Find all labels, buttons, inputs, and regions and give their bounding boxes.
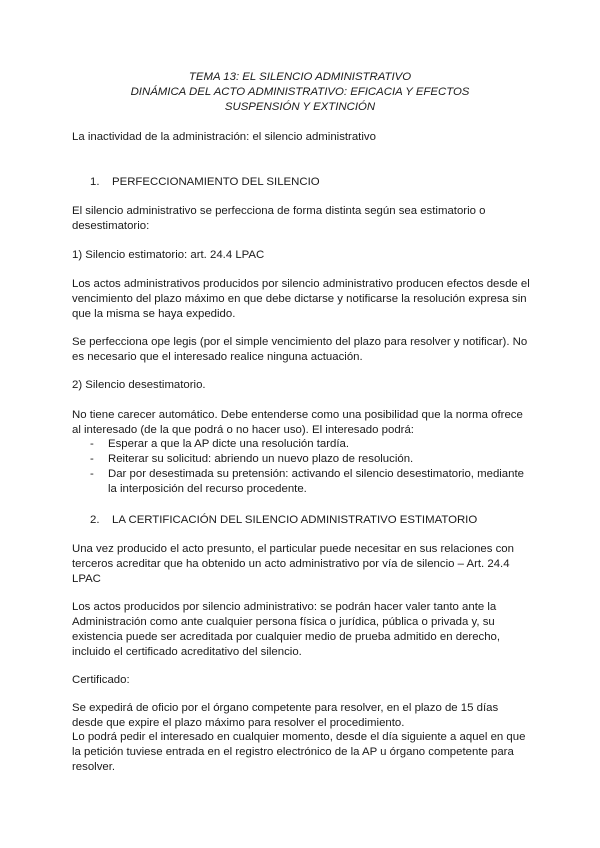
subheading-estimatorio: 1) Silencio estimatorio: art. 24.4 LPAC [72, 249, 265, 261]
list-item: - Esperar a que la AP dicte una resolución tardía. [72, 437, 532, 452]
document-title [0, 70, 600, 115]
section-2-paragraph-3: Se expedirá de oficio por el órgano competente para resolver, en el plazo de 15 días desde que expire el plazo máximo para resolver el procedimiento. [72, 702, 499, 729]
section-2-title: LA CERTIFICACIÓN DEL SILENCIO ADMINISTRATIVO ESTIMATORIO [112, 514, 478, 526]
section-2-paragraph-4: Lo podrá pedir el interesado en cualquier momento, desde el día siguiente a aquel en que la petición tuviese entrada en el registro electrónico de la AP u órgano competente para resolver. [72, 731, 526, 773]
section-1-title: PERFECCIONAMIENTO DEL SILENCIO [112, 176, 320, 188]
certificado-label: Certificado: [72, 674, 130, 686]
section-1-number: 1. [90, 176, 100, 188]
section-2-paragraph-1: Una vez producido el acto presunto, el particular puede necesitar en sus relaciones con terceros acreditar que ha obtenido un acto administrativo por vía de silencio – Art. 24.4 LPAC [72, 543, 514, 585]
list-item: - Dar por desestimada su pretensión: activando el silencio desestimatorio, mediante la interposición del recurso procedente. [72, 467, 532, 497]
section-1-paragraph-4: No tiene carecer automático. Debe entenderse como una posibilidad que la norma ofrece al interesado (de la que podrá o no hacer uso). El interesado podrá: [72, 409, 523, 436]
title-line-2: DINÁMICA DEL ACTO ADMINISTRATIVO: EFICACIA Y EFECTOS [130, 86, 470, 98]
section-1-heading [90, 175, 550, 190]
title-line-3: SUSPENSIÓN Y EXTINCIÓN [224, 101, 376, 113]
subheading-desestimatorio: 2) Silencio desestimatorio. [72, 379, 206, 391]
section-2-heading [90, 513, 550, 528]
list-item: - Reiterar su solicitud: abriendo un nuevo plazo de resolución. [72, 452, 532, 467]
section-2-paragraph-2: Los actos producidos por silencio administrativo: se podrán hacer valer tanto ante la Administración como ante cualquier persona física o jurídica, pública o privada y, su existencia puede ser acreditada por cualquier medio de prueba admitido en derecho, incluido el certificado acreditativo del silencio. [72, 601, 501, 658]
options-list [72, 437, 532, 497]
section-1-paragraph-1: El silencio administrativo se perfecciona de forma distinta según sea estimatorio o desestimatorio: [72, 205, 486, 232]
section-2-number: 2. [90, 514, 100, 526]
title-line-1: TEMA 13: EL SILENCIO ADMINISTRATIVO [188, 71, 412, 83]
section-1-paragraph-3: Se perfecciona ope legis (por el simple vencimiento del plazo para resolver y notificar). No es necesario que el interesado realice ninguna actuación. [72, 336, 528, 363]
intro-text: La inactividad de la administración: el silencio administrativo [72, 131, 376, 143]
section-1-paragraph-2: Los actos administrativos producidos por silencio administrativo producen efectos desde el vencimiento del plazo máximo en que debe dictarse y notificarse la resolución expresa sin que la misma se haya expedido. [72, 278, 530, 320]
